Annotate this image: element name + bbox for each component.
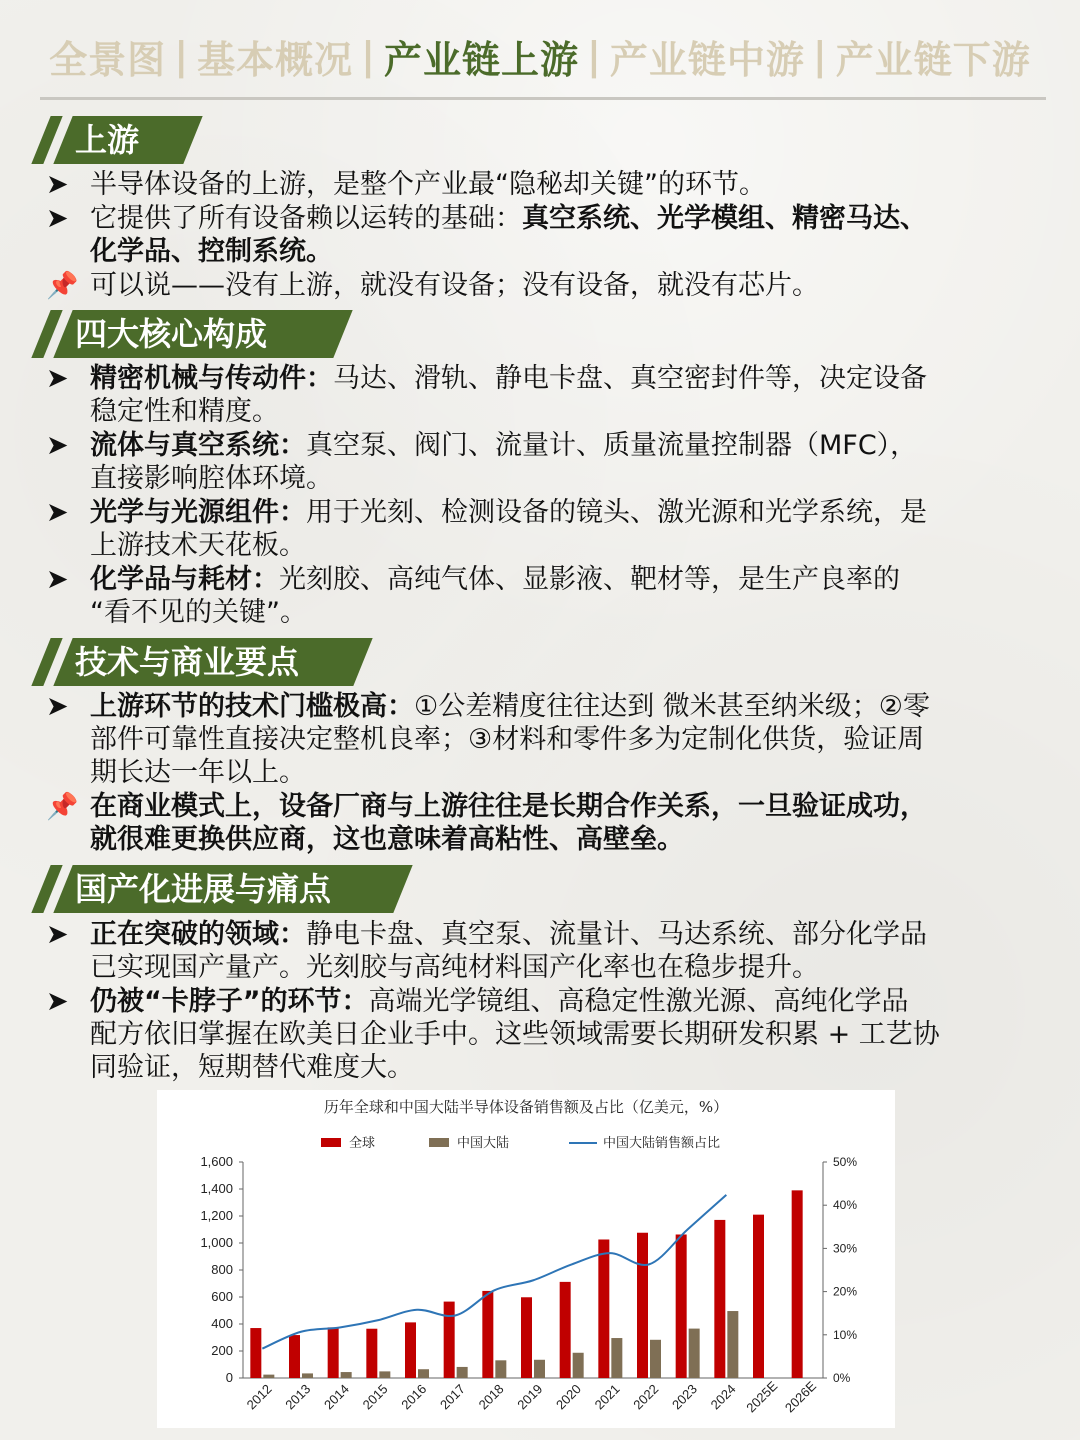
nav-separator: |	[812, 34, 828, 78]
x-tick-label: 2019	[514, 1381, 546, 1413]
share-line	[262, 1195, 726, 1349]
arrow-bullet-icon: ➤	[46, 497, 69, 528]
nav-tab-overview[interactable]: 全景图	[49, 37, 167, 82]
nav-separator: |	[361, 34, 376, 78]
x-tick-label: 2023	[668, 1381, 701, 1413]
x-tick-label: 2013	[282, 1381, 314, 1413]
x-tick-label: 2012	[243, 1381, 275, 1413]
x-tick-label: 2022	[630, 1381, 662, 1413]
bullet-line: ➤ 流体与真空系统：真空泵、阀门、流量计、质量流量控制器（MFC），	[46, 430, 918, 461]
x-tick-label: 2020	[552, 1381, 585, 1413]
nav-tab-upstream[interactable]: 产业链上游	[383, 37, 579, 82]
y-tick-label-left: 800	[211, 1262, 233, 1277]
bar-global	[637, 1233, 648, 1378]
sales-chart	[157, 1090, 895, 1428]
pushpin-icon: 📌	[46, 271, 79, 301]
bar-china	[457, 1367, 468, 1378]
arrow-bullet-icon: ➤	[46, 203, 69, 234]
bullet-line: ➤ 精密机械与传动件：马达、滑轨、静电卡盘、真空密封件等，决定设备	[46, 363, 927, 394]
legend-swatch-global	[321, 1138, 341, 1147]
x-tick-label: 2016	[398, 1381, 430, 1413]
x-tick-label: 2015	[359, 1381, 391, 1413]
bar-global	[482, 1291, 493, 1378]
bar-china	[263, 1375, 274, 1378]
bullet-line: ➤ 上游环节的技术门槛极高：①公差精度往往达到 微米甚至纳米级；②零	[46, 691, 930, 722]
bar-china	[650, 1340, 661, 1378]
y-tick-label-right: 0%	[833, 1371, 851, 1385]
x-tick-label: 2014	[320, 1381, 353, 1413]
y-tick-label-right: 40%	[833, 1198, 858, 1213]
bar-china	[727, 1311, 738, 1378]
nav-separator: |	[174, 34, 190, 78]
arrow-bullet-icon: ➤	[46, 564, 69, 595]
bullet-continuation: 直接影响腔体环境。	[90, 463, 333, 494]
bullet-continuation: 期长达一年以上。	[90, 757, 306, 788]
bar-global	[366, 1329, 377, 1378]
chart-title: 历年全球和中国大陆半导体设备销售额及占比（亿美元，%）	[323, 1098, 729, 1116]
bar-global	[676, 1234, 687, 1378]
bullet-line: ➤ 它提供了所有设备赖以运转的基础：真空系统、光学模组、精密马达、	[46, 203, 927, 234]
arrow-bullet-icon: ➤	[46, 919, 69, 950]
y-tick-label-left: 1,600	[200, 1154, 233, 1169]
nav-tab-midstream[interactable]: 产业链中游	[609, 37, 805, 82]
x-tick-label: 2017	[436, 1381, 469, 1413]
y-tick-label-left: 1,000	[200, 1235, 233, 1250]
bar-china	[379, 1371, 390, 1378]
section-title: 四大核心构成	[75, 315, 268, 353]
bar-china	[302, 1373, 313, 1378]
arrow-bullet-icon: ➤	[46, 986, 69, 1017]
sales-chart-card	[157, 1090, 895, 1428]
bar-china	[418, 1369, 429, 1378]
bullet-line: ➤ 仍被“卡脖子”的环节：高端光学镜组、高稳定性激光源、高纯化学品	[46, 986, 909, 1017]
y-tick-label-right: 20%	[833, 1284, 858, 1299]
section-title: 技术与商业要点	[75, 643, 300, 681]
y-tick-label-right: 50%	[833, 1155, 858, 1169]
section-header-core-components	[35, 310, 345, 358]
bar-china	[495, 1360, 506, 1378]
bullet-continuation: 稳定性和精度。	[90, 396, 279, 427]
bar-global	[521, 1297, 532, 1378]
x-tick-label: 2024	[707, 1381, 739, 1413]
nav-divider	[40, 97, 1046, 100]
section-header-upstream	[35, 116, 195, 164]
legend-label-share: 中国大陆销售额占比	[603, 1136, 721, 1151]
bullet-line: ➤ 半导体设备的上游，是整个产业最“隐秘却关键”的环节。	[46, 169, 766, 200]
legend-label-global: 全球	[349, 1136, 376, 1151]
bar-china	[611, 1338, 622, 1378]
bullet-line: ➤ 光学与光源组件：用于光刻、检测设备的镜头、激光源和光学系统，是	[46, 497, 927, 528]
bar-global	[560, 1282, 571, 1378]
top-nav	[0, 26, 1080, 86]
bar-global	[328, 1327, 339, 1378]
y-tick-label-left: 0	[225, 1370, 233, 1385]
bar-china	[341, 1372, 352, 1378]
bar-global	[444, 1302, 455, 1378]
bar-china	[534, 1360, 545, 1378]
bar-global	[792, 1190, 803, 1378]
pin-line: 📌 可以说——没有上游，就没有设备；没有设备，就没有芯片。	[46, 270, 819, 301]
x-tick-label: 2021	[591, 1381, 623, 1413]
bar-global	[753, 1215, 764, 1378]
legend-swatch-china	[429, 1138, 449, 1147]
bullet-continuation: 配方依旧掌握在欧美日企业手中。这些领域需要长期研发积累 + 工艺协	[90, 1019, 940, 1050]
bullet-line: ➤ 化学品与耗材：光刻胶、高纯气体、显影液、靶材等，是生产良率的	[46, 564, 900, 595]
x-tick-label: 2026E	[781, 1378, 820, 1416]
arrow-bullet-icon: ➤	[46, 363, 69, 394]
section-title: 国产化进展与痛点	[75, 870, 332, 908]
y-tick-label-left: 1,400	[200, 1181, 233, 1196]
section-header-tech-business	[35, 638, 365, 686]
arrow-bullet-icon: ➤	[46, 430, 69, 461]
nav-separator: |	[587, 34, 602, 78]
nav-tab-downstream[interactable]: 产业链下游	[835, 37, 1031, 82]
y-tick-label-left: 1,200	[200, 1208, 233, 1223]
bullet-continuation: 同验证，短期替代难度大。	[90, 1052, 414, 1083]
bar-global	[714, 1220, 725, 1378]
bullet-continuation: 已实现国产量产。光刻胶与高纯材料国产化率也在稳步提升。	[90, 952, 819, 983]
x-tick-label: 2025E	[743, 1378, 781, 1416]
pushpin-icon: 📌	[46, 792, 79, 822]
bullet-line: ➤ 正在突破的领域：静电卡盘、真空泵、流量计、马达系统、部分化学品	[46, 919, 927, 950]
bar-global	[250, 1328, 261, 1378]
arrow-bullet-icon: ➤	[46, 691, 69, 722]
bar-china	[573, 1353, 584, 1378]
nav-tab-basics[interactable]: 基本概况	[197, 37, 354, 82]
y-tick-label-right: 30%	[833, 1241, 858, 1256]
pin-line: 📌 在商业模式上，设备厂商与上游往往是长期合作关系，一旦验证成功，	[46, 791, 927, 822]
bullet-continuation: 化学品、控制系统。	[90, 236, 333, 267]
y-tick-label-left: 400	[211, 1316, 233, 1331]
bullet-continuation: 就很难更换供应商，这也意味着高粘性、高壁垒。	[90, 824, 684, 855]
bar-china	[689, 1329, 700, 1378]
bullet-continuation: 部件可靠性直接决定整机良率；③材料和零件多为定制化供货，验证周	[90, 724, 925, 755]
y-tick-label-left: 200	[211, 1343, 233, 1358]
legend-label-china: 中国大陆	[457, 1136, 510, 1151]
section-title: 上游	[75, 121, 140, 159]
y-tick-label-right: 10%	[833, 1327, 858, 1342]
section-header-localization	[35, 865, 405, 913]
bar-global	[598, 1239, 609, 1378]
y-tick-label-left: 600	[211, 1289, 233, 1304]
bullet-continuation: “看不见的关键”。	[90, 597, 307, 628]
bullet-continuation: 上游技术天花板。	[90, 530, 306, 561]
bar-global	[289, 1335, 300, 1378]
x-tick-label: 2018	[475, 1381, 507, 1413]
bar-global	[405, 1322, 416, 1378]
arrow-bullet-icon: ➤	[46, 169, 69, 200]
